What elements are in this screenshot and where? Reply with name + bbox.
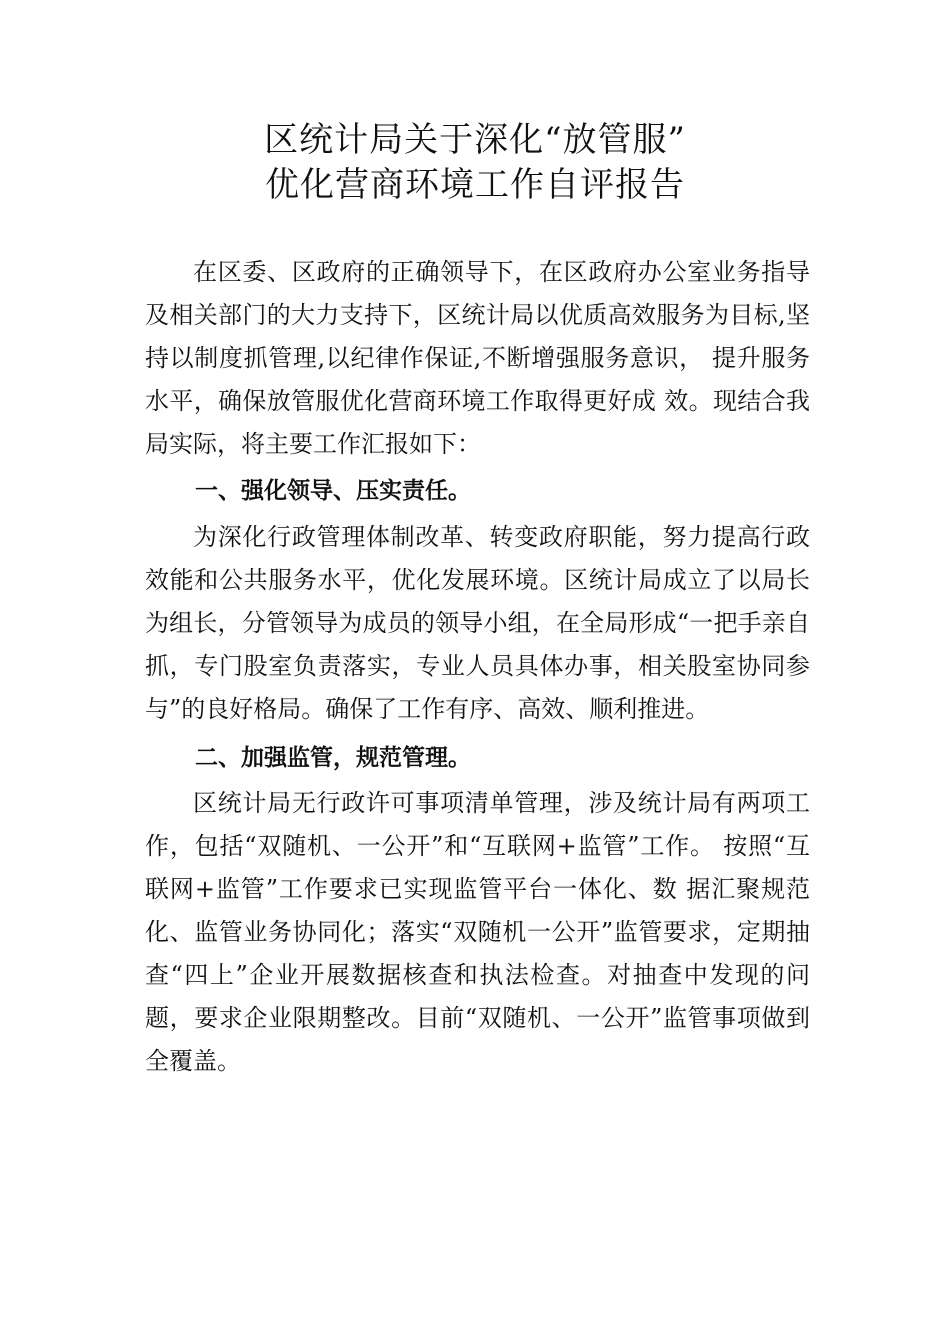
section-2-heading: 二、加强监管，规范管理。: [195, 745, 471, 771]
section-1-paragraph: 为深化行政管理体制改革、转变政府职能，努力提高行政效能和公共服务水平，优化发展环境。区统计局成立了以局长为组长，分管领导为成员的领导小组，在全局形成“一把手亲自抓，专门股室负责落实，专业人员具体办事，相关股室协同参与”的良好格局。确保了工作有序、高效、顺利推进。: [145, 523, 810, 723]
section-2-paragraph: 区统计局无行政许可事项清单管理，涉及统计局有两项工作，包括“双随机、一公开”和“互联网+监管”工作。 按照“互联网+监管”工作要求已实现监管平台一体化、数 据汇聚规范化、监管业务协同化；落实“双随机一公开”监管要求，定期抽查“四上”企业开展数据核查和执法检查。对抽查中发现的问题，要求企业限期整改。目前“双随机、一公开”监管事项做到全覆盖。: [145, 789, 810, 1075]
document-title-line-1: 区统计局关于深化“放管服”: [264, 120, 686, 160]
document-body: [145, 251, 810, 1083]
intro-paragraph: 在区委、区政府的正确领导下，在区政府办公室业务指导及相关部门的大力支持下，区统计局以优质高效服务为目标,坚持以制度抓管理,以纪律作保证,不断增强服务意识， 提升服务水平，确保放管服优化营商环境工作取得更好成 效。现结合我局实际，将主要工作汇报如下：: [145, 258, 810, 458]
document-title-line-2: 优化营商环境工作自评报告: [265, 165, 685, 205]
section-1-heading: 一、强化领导、压实责任。: [195, 478, 471, 504]
